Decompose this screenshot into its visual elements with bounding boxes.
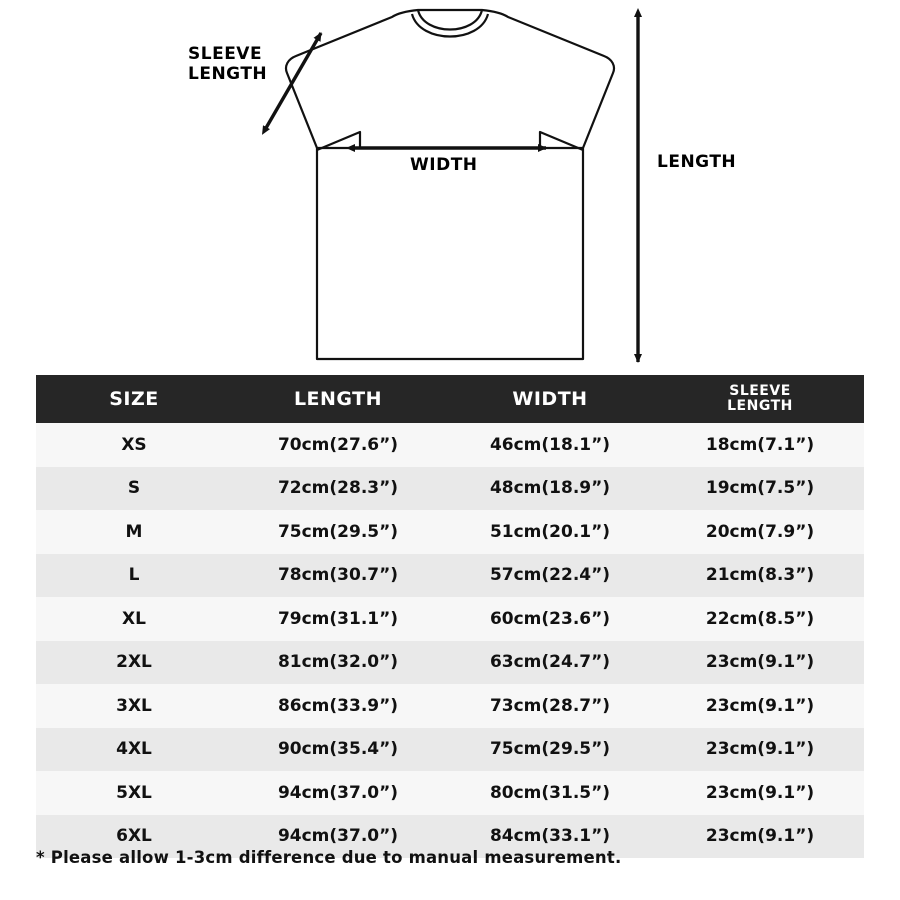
cell-width: 60cm(23.6”)	[444, 597, 656, 641]
cell-sleeve: 19cm(7.5”)	[656, 467, 864, 511]
sleeve-length-diagram-label-line2: LENGTH	[188, 63, 268, 84]
cell-width: 48cm(18.9”)	[444, 467, 656, 511]
cell-sleeve: 23cm(9.1”)	[656, 771, 864, 815]
tshirt-outline-icon	[0, 0, 900, 375]
table-row	[36, 423, 864, 467]
column-header-width: WIDTH	[444, 375, 656, 423]
cell-width: 63cm(24.7”)	[444, 641, 656, 685]
cell-sleeve: 20cm(7.9”)	[656, 510, 864, 554]
column-header-sleeve-length-line2: LENGTH	[727, 398, 793, 414]
width-diagram-label: WIDTH	[410, 155, 478, 175]
cell-width: 51cm(20.1”)	[444, 510, 656, 554]
cell-length: 70cm(27.6”)	[232, 423, 444, 467]
table-row	[36, 554, 864, 598]
cell-length: 78cm(30.7”)	[232, 554, 444, 598]
cell-sleeve: 23cm(9.1”)	[656, 641, 864, 685]
tshirt-measurement-diagram	[0, 0, 900, 375]
table-header-row	[36, 375, 864, 423]
table-body	[36, 423, 864, 858]
cell-sleeve: 18cm(7.1”)	[656, 423, 864, 467]
cell-size: XS	[36, 423, 232, 467]
measurement-footnote: * Please allow 1-3cm difference due to manual measurement.	[36, 848, 622, 867]
cell-size: M	[36, 510, 232, 554]
table-row	[36, 467, 864, 511]
cell-size: S	[36, 467, 232, 511]
sleeve-length-diagram-label	[188, 45, 298, 84]
cell-length: 72cm(28.3”)	[232, 467, 444, 511]
cell-length: 90cm(35.4”)	[232, 728, 444, 772]
cell-width: 80cm(31.5”)	[444, 771, 656, 815]
length-diagram-label: LENGTH	[657, 152, 737, 172]
table-header	[36, 375, 864, 423]
table-row	[36, 771, 864, 815]
cell-size: XL	[36, 597, 232, 641]
cell-length: 94cm(37.0”)	[232, 815, 444, 859]
column-header-sleeve-length	[656, 375, 864, 423]
cell-size: L	[36, 554, 232, 598]
cell-length: 79cm(31.1”)	[232, 597, 444, 641]
cell-length: 75cm(29.5”)	[232, 510, 444, 554]
size-chart-table	[36, 375, 864, 858]
cell-size: 2XL	[36, 641, 232, 685]
cell-size: 3XL	[36, 684, 232, 728]
cell-sleeve: 23cm(9.1”)	[656, 728, 864, 772]
cell-size: 4XL	[36, 728, 232, 772]
cell-width: 73cm(28.7”)	[444, 684, 656, 728]
table-row	[36, 641, 864, 685]
sleeve-length-diagram-label-line1: SLEEVE	[188, 44, 263, 64]
cell-sleeve: 23cm(9.1”)	[656, 815, 864, 859]
table-row	[36, 728, 864, 772]
table-row	[36, 684, 864, 728]
column-header-length: LENGTH	[232, 375, 444, 423]
table-row	[36, 597, 864, 641]
cell-width: 75cm(29.5”)	[444, 728, 656, 772]
cell-sleeve: 23cm(9.1”)	[656, 684, 864, 728]
column-header-sleeve-length-line1: SLEEVE	[729, 383, 791, 400]
column-header-size: SIZE	[36, 375, 232, 423]
cell-length: 94cm(37.0”)	[232, 771, 444, 815]
cell-size: 5XL	[36, 771, 232, 815]
cell-sleeve: 22cm(8.5”)	[656, 597, 864, 641]
cell-size: 6XL	[36, 815, 232, 859]
table-row	[36, 510, 864, 554]
cell-width: 84cm(33.1”)	[444, 815, 656, 859]
cell-width: 46cm(18.1”)	[444, 423, 656, 467]
cell-length: 86cm(33.9”)	[232, 684, 444, 728]
cell-sleeve: 21cm(8.3”)	[656, 554, 864, 598]
cell-length: 81cm(32.0”)	[232, 641, 444, 685]
cell-width: 57cm(22.4”)	[444, 554, 656, 598]
